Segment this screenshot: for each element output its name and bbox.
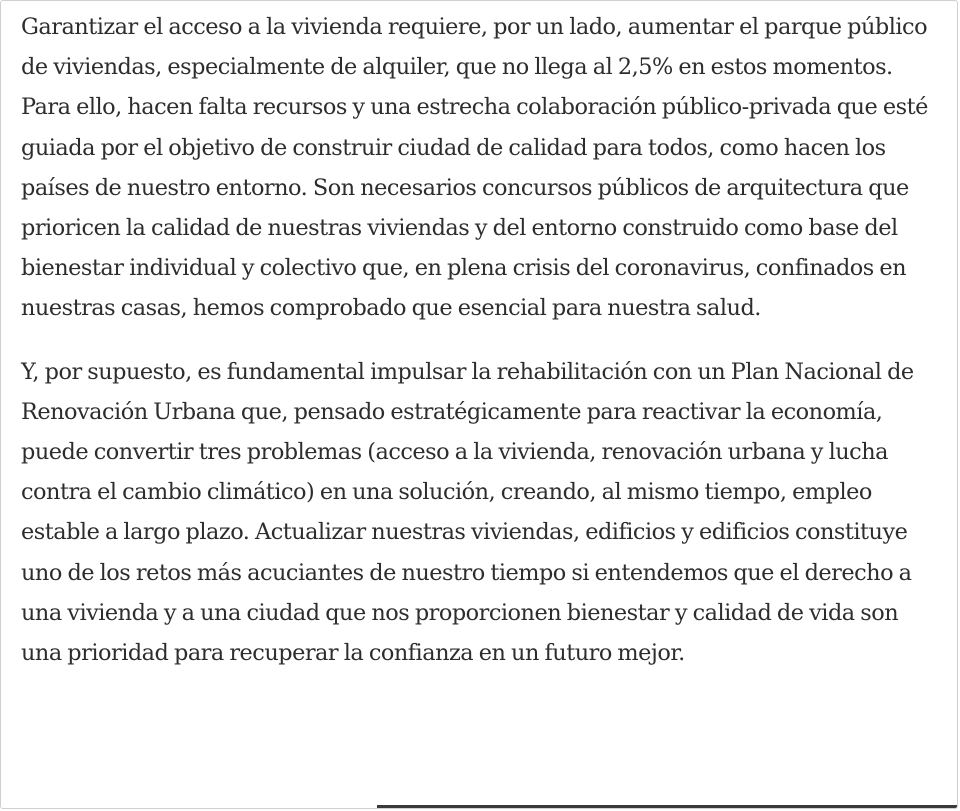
article-body xyxy=(21,7,941,673)
article-paragraph-1: Garantizar el acceso a la vivienda requiere, por un lado, aumentar el parque público de viviendas, especialmente de alquiler, que no llega al 2,5% en estos momentos. Para ello, hacen falta recursos y una estrecha colaboración público-privada que esté guiada por el objetivo de construir ciudad de calidad para todos, como hacen los países de nuestro entorno. Son necesarios concursos públicos de arquitectura que prioricen la calidad de nuestras viviendas y del entorno construido como base del bienestar individual y colectivo que, en plena crisis del coronavirus, confinados en nuestras casas, hemos comprobado que esencial para nuestra salud. xyxy=(21,14,928,322)
bottom-divider xyxy=(377,805,957,808)
article-paragraph-2: Y, por supuesto, es fundamental impulsar la rehabilitación con un Plan Nacional de Renovación Urbana que, pensado estratégicamente para reactivar la economía, puede convertir tres problemas (acceso a la vivienda, renovación urbana y lucha contra el cambio climático) en una solución, creando, al mismo tiempo, empleo estable a largo plazo. Actualizar nuestras viviendas, edificios y edificios constituye uno de los retos más acuciantes de nuestro tiempo si entendemos que el derecho a una vivienda y a una ciudad que nos proporcionen bienestar y calidad de vida son una prioridad para recuperar la confianza en un futuro mejor. xyxy=(21,358,914,667)
